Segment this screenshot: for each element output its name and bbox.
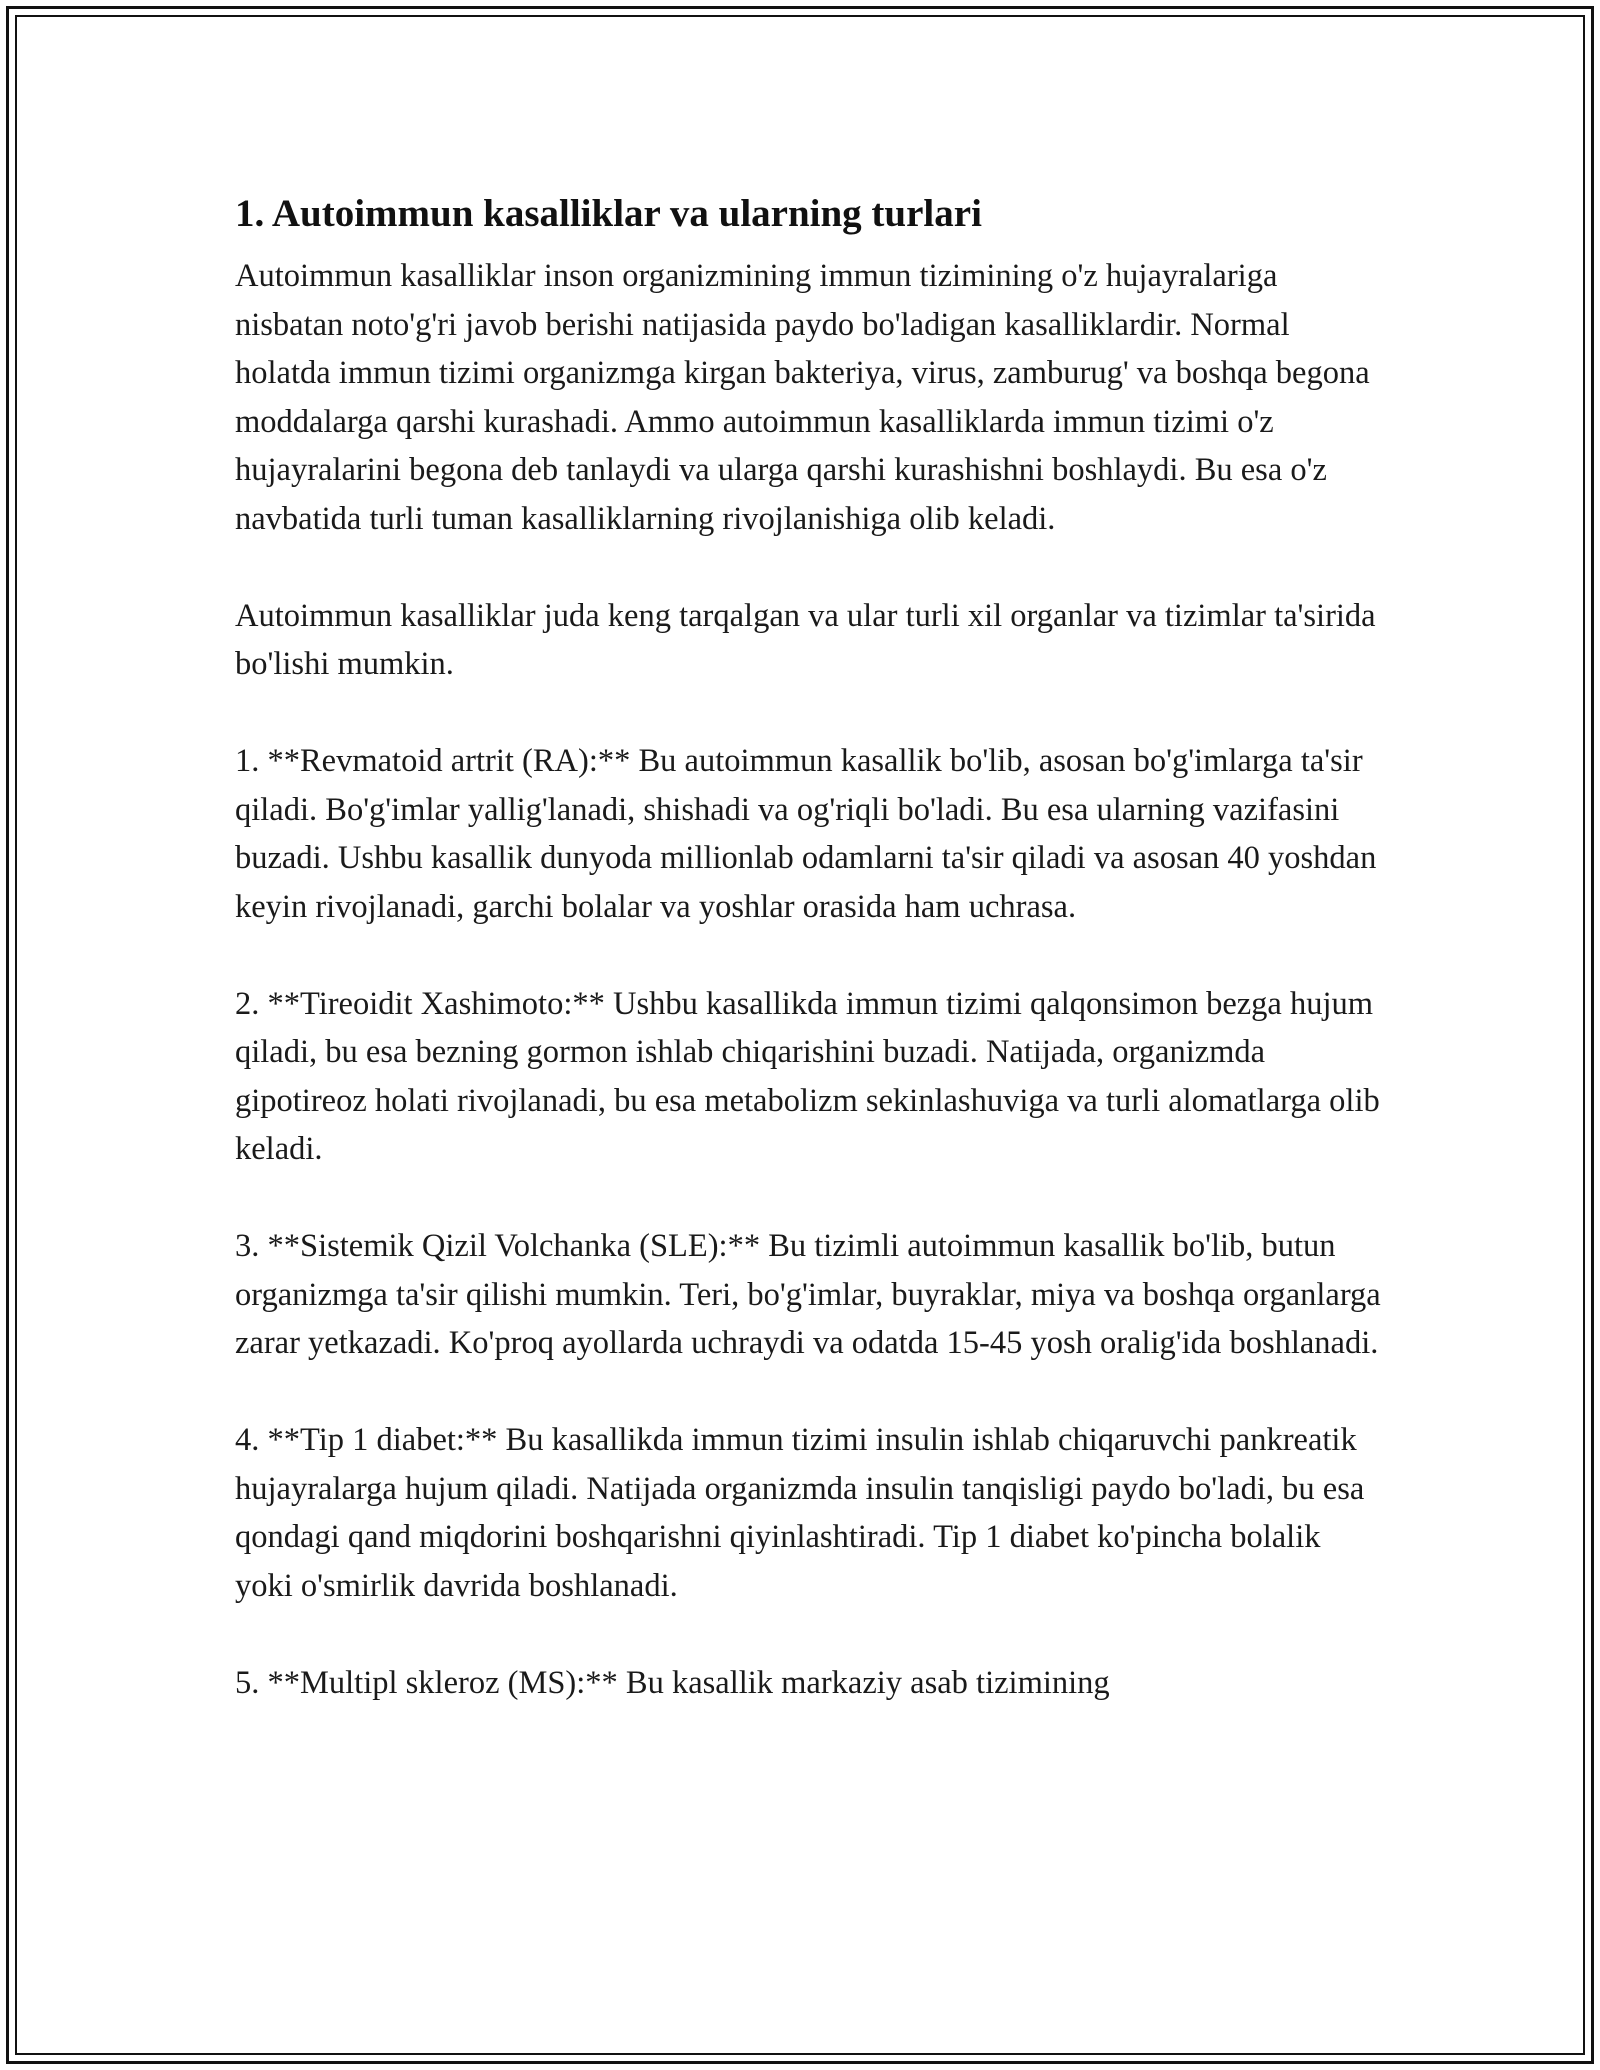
list-item-hashimoto-thyroiditis: 2. **Tireoidit Xashimoto:** Ushbu kasallikda immun tizimi qalqonsimon bezga hujum qiladi, bu esa bezning gormon ishlab chiqarishini buzadi. Natijada, organizmda gipotireoz holati rivojlanadi, bu esa metabolizm sekinlashuviga va turli alomatlarga olib keladi. [235, 985, 1380, 1167]
list-item-rheumatoid-arthritis: 1. **Revmatoid artrit (RA):** Bu autoimmun kasallik bo'lib, asosan bo'g'imlarga ta'sir qiladi. Bo'g'imlar yallig'lanadi, shishadi va og'riqli bo'ladi. Bu esa ularning vazifasini buzadi. Ushbu kasallik dunyoda millionlab odamlarni ta'sir qiladi va asosan 40 yoshdan keyin rivojlanadi, garchi bolalar va yoshlar orasida ham uchrasa. [235, 743, 1377, 925]
section-heading: 1. Autoimmun kasalliklar va ularning turlari [235, 192, 982, 235]
paragraph-intro: Autoimmun kasalliklar inson organizmining immun tizimining o'z hujayralariga nisbatan noto'g'ri javob berishi natijasida paydo bo'ladigan kasalliklardir. Normal holatda immun tizimi organizmga kirgan bakteriya, virus, zamburug' va boshqa begona moddalarga qarshi kurashadi. Ammo autoimmun kasalliklarda immun tizimi o'z hujayralarini begona deb tanlaydi va ularga qarshi kurashishni boshlaydi. Bu esa o'z navbatida turli tuman kasalliklarning rivojlanishiga olib keladi. [235, 258, 1370, 537]
list-item-lupus: 3. **Sistemik Qizil Volchanka (SLE):** Bu tizimli autoimmun kasallik bo'lib, butun organizmga ta'sir qilishi mumkin. Teri, bo'g'imlar, buyraklar, miya va boshqa organlarga zarar yetkazadi. Ko'proq ayollarda uchraydi va odatda 15-45 yosh oralig'ida boshlanadi. [235, 1228, 1381, 1361]
list-item-multiple-sclerosis: 5. **Multipl skleroz (MS):** Bu kasallik markaziy asab tizimining [235, 1664, 1110, 1701]
document-body [235, 186, 1385, 1707]
paragraph-spread: Autoimmun kasalliklar juda keng tarqalgan va ular turli xil organlar va tizimlar ta'sirida bo'lishi mumkin. [235, 597, 1376, 682]
list-item-type1-diabetes: 4. **Tip 1 diabet:** Bu kasallikda immun tizimi insulin ishlab chiqaruvchi pankreatik hujayralarga hujum qiladi. Natijada organizmda insulin tanqisligi paydo bo'ladi, bu esa qondagi qand miqdorini boshqarishni qiyinlashtiradi. Tip 1 diabet ko'pincha bolalik yoki o'smirlik davrida boshlanadi. [235, 1422, 1365, 1604]
